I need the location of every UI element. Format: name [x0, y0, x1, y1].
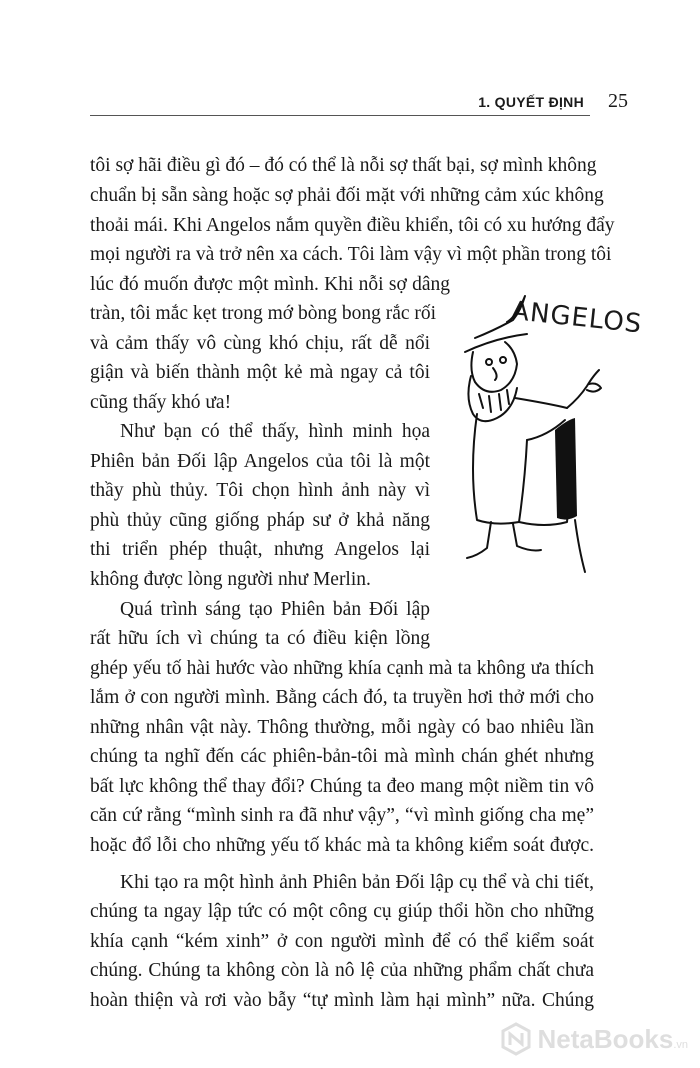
illustration-label: ANGELOS — [509, 296, 644, 340]
wizard-illustration — [455, 290, 644, 580]
text-line: những nhân vật này. Thông thường, mỗi ngày có bao nhiêu lần — [90, 717, 594, 738]
page-number: 25 — [608, 90, 628, 112]
header-rule — [90, 115, 590, 116]
text-line: Phiên bản Đối lập Angelos của tôi là một — [90, 451, 430, 472]
text-line: Khi tạo ra một hình ảnh Phiên bản Đối lập cụ thể và chi tiết, — [120, 872, 594, 893]
text-line: và cảm thấy vô cùng khó chịu, rất dễ nổi — [90, 333, 430, 354]
text-line: chuẩn bị sẵn sàng hoặc sợ phải đối mặt với những cảm xúc không — [90, 185, 604, 206]
text-line: lắm ở con người mình. Bằng cách đó, ta truyền hơi thở mới cho — [90, 687, 594, 708]
text-line: chúng ta ngay lập tức có một công cụ giúp thổi hồn cho những — [90, 901, 594, 922]
chapter-title: 1. QUYẾT ĐỊNH — [478, 94, 584, 110]
text-line: chúng ta nghĩ đến các phiên-bản-tôi mà mình chán ghét nhưng — [90, 746, 594, 767]
text-line: cũng thấy khó ưa! — [90, 392, 232, 413]
netabooks-logo-icon — [499, 1022, 533, 1056]
text-line: phù thủy cũng giống pháp sư ở khả năng — [90, 510, 430, 531]
text-line: ghép yếu tố hài hước vào những khía cạnh mà ta không ưa thích — [90, 658, 594, 679]
netabooks-watermark — [499, 1022, 688, 1056]
text-line: rất hữu ích vì chúng ta có điều kiện lồng — [90, 628, 430, 649]
text-line: mọi người ra và trở nên xa cách. Tôi làm vậy vì một phần trong tôi — [90, 244, 612, 265]
text-line: giận và biến thành một kẻ mà ngay cả tôi — [90, 362, 430, 383]
text-line: chúng. Chúng ta không còn là nô lệ của những phẩm chất chưa — [90, 960, 594, 981]
text-line: căn cứ rằng “mình sinh ra đã như vậy”, “vì mình giống cha mẹ” — [90, 805, 594, 826]
text-line: thi triển phép thuật, nhưng Angelos lại — [90, 539, 430, 560]
text-line: bất lực không thể thay đổi? Chúng ta đeo mang một niềm tin vô — [90, 776, 594, 797]
text-line: thoải mái. Khi Angelos nắm quyền điều khiển, tôi có xu hướng đẩy — [90, 215, 615, 236]
text-line: Như bạn có thể thấy, hình minh họa — [120, 421, 430, 442]
text-line: tràn, tôi mắc kẹt trong mớ bòng bong rắc rối — [90, 303, 437, 324]
running-header — [90, 90, 628, 116]
watermark-brand: NetaBooks.vn — [537, 1023, 688, 1054]
text-line: không được lòng người như Merlin. — [90, 569, 371, 590]
wizard-icon — [455, 290, 630, 580]
text-line: tôi sợ hãi điều gì đó – đó có thể là nỗi sợ thất bại, sợ mình không — [90, 155, 597, 176]
text-line: khía cạnh “kém xinh” ở con người mình để có thể kiểm soát — [90, 931, 594, 952]
text-line: Quá trình sáng tạo Phiên bản Đối lập — [120, 599, 430, 620]
text-line: hoặc đổ lỗi cho những yếu tố khác mà ta không kiểm soát được. — [90, 835, 594, 856]
text-line: thầy phù thủy. Tôi chọn hình ảnh này vì — [90, 480, 430, 501]
text-line: lúc đó muốn được một mình. Khi nỗi sợ dâng — [90, 274, 450, 295]
text-line: hoàn thiện và rơi vào bẫy “tự mình làm hại mình” nữa. Chúng — [90, 990, 594, 1011]
